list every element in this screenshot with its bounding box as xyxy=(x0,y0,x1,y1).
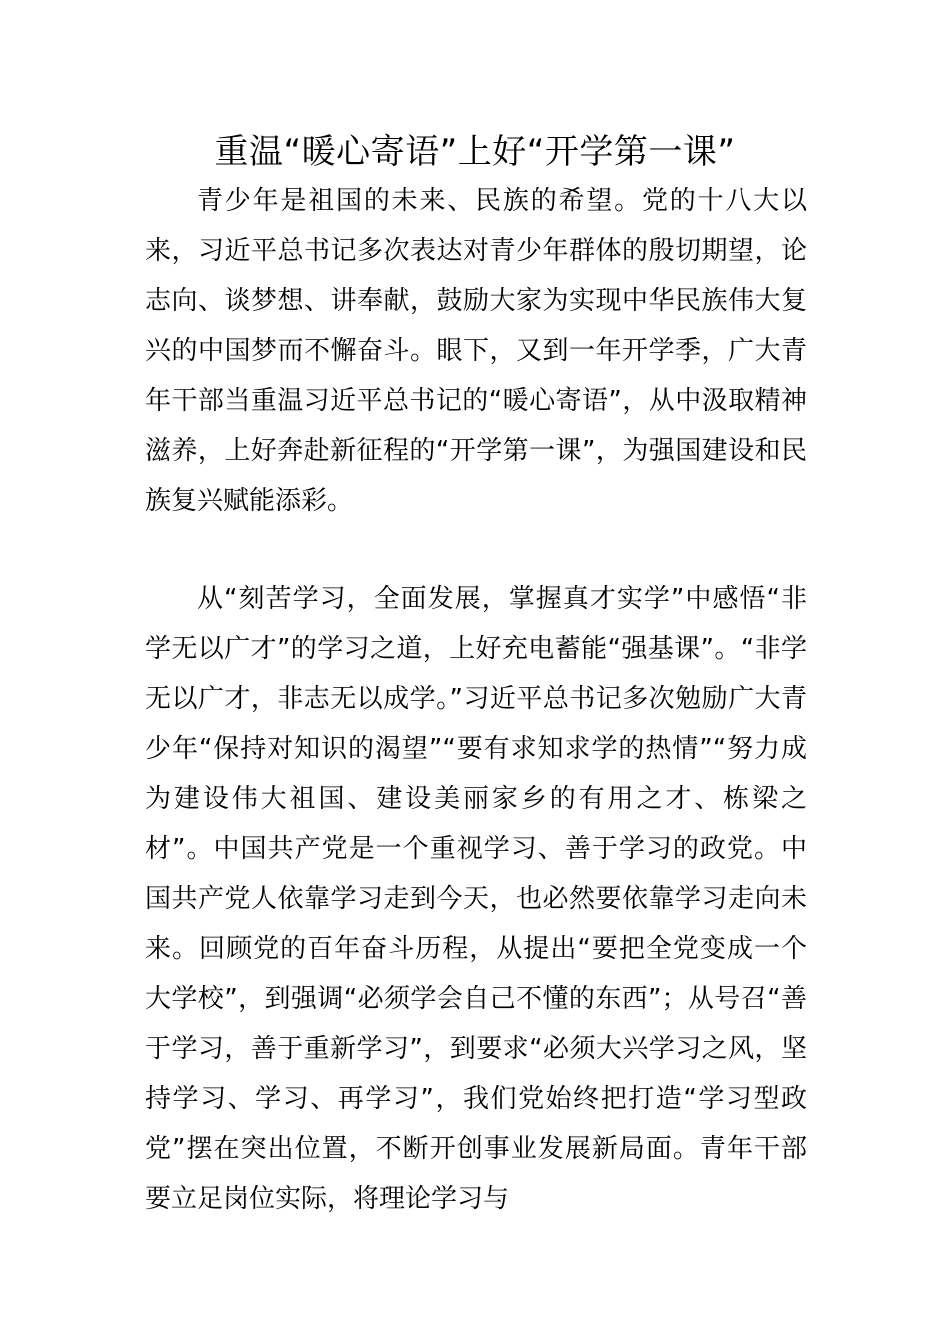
document-title: 重温“暖心寄语”上好“开学第一课” xyxy=(214,132,736,172)
paragraph-intro: 青少年是祖国的未来、民族的希望。党的十八大以来，习近平总书记多次表达对青少年群体的殷切期望，论志向、谈梦想、讲奉献，鼓励大家为实现中华民族伟大复兴的中国梦而不懈奋斗。眼下，又到一年开学季，广大青年干部当重温习近平总书记的“暖心寄语”，从中汲取精神滋养，上好奔赴新征程的“开学第一课”，为强国建设和民族复兴赋能添彩。 xyxy=(145,186,807,516)
paragraph-study: 从“刻苦学习，全面发展，掌握真才实学”中感悟“非学无以广才”的学习之道，上好充电蓄能“强基课”。“非学无以广才，非志无以成学。”习近平总书记多次勉励广大青少年“保持对知识的渴望”“要有求知求学的热情”“努力成为建设伟大祖国、建设美丽家乡的有用之才、栋梁之材”。中国共产党是一个重视学习、善于学习的政党。中国共产党人依靠学习走到今天，也必然要依靠学习走向未来。回顾党的百年奋斗历程，从提出“要把全党变成一个大学校”，到强调“必须学会自己不懂的东西”；从号召“善于学习，善于重新学习”，到要求“必须大兴学习之风，坚持学习、学习、再学习”，我们党始终把打造“学习型政党”摆在突出位置，不断开创事业发展新局面。青年干部要立足岗位实际，将理论学习与 xyxy=(145,584,807,1214)
